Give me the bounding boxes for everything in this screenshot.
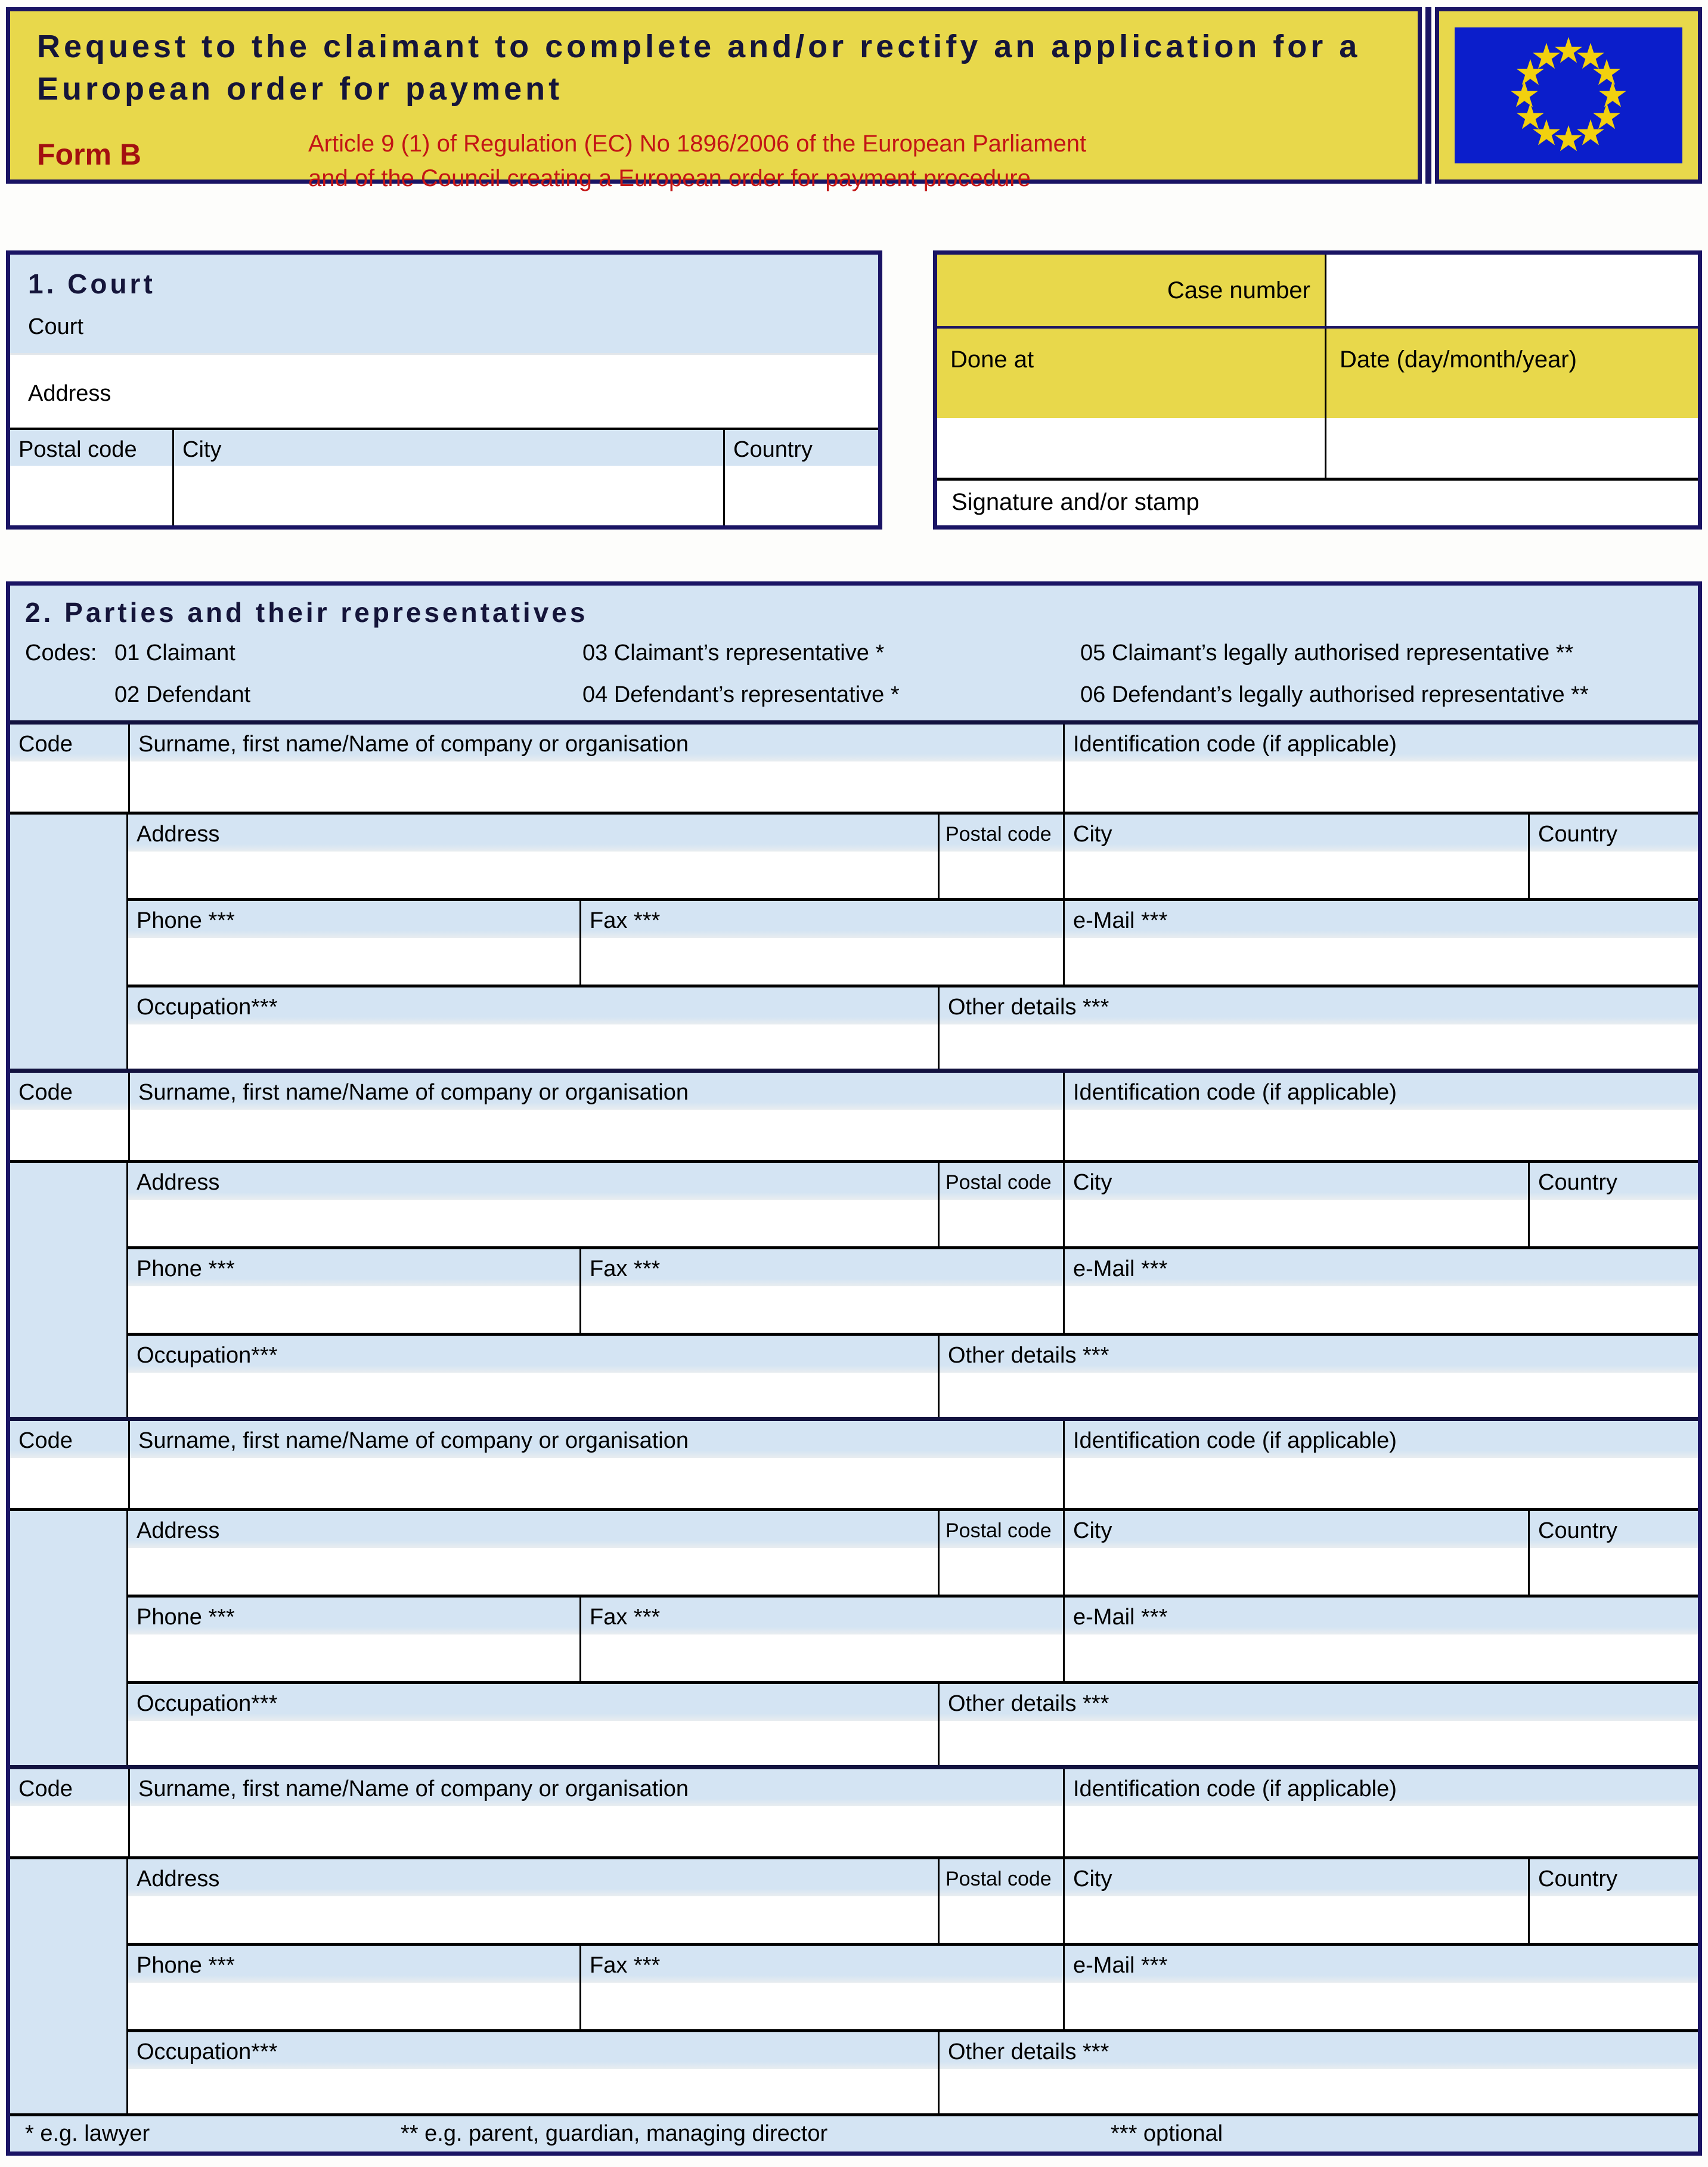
party-postal-code-input[interactable] [938,1548,1063,1595]
party-fax-label: Fax *** [579,1598,1063,1634]
party-code-input[interactable] [10,761,128,812]
party-phone-input-row [128,1286,1698,1333]
footnote-lawyer: * e.g. lawyer [25,2121,150,2146]
court-label: Court [28,314,83,339]
header [6,7,1702,191]
party-phone-label: Phone *** [137,1605,235,1630]
party-occupation-input[interactable] [128,2069,938,2113]
party-other-details-input[interactable] [938,1721,1698,1765]
party-other-details-label: Other details *** [938,1336,1698,1373]
party-identification-label: Identification code (if applicable) [1063,1769,1698,1806]
party-occupation-label: Occupation*** [137,995,278,1020]
party-postal-code-label: Postal code [938,815,1063,852]
party-email-input[interactable] [1063,1983,1698,2029]
party-address-input-row [128,1548,1698,1595]
party-code-input[interactable] [10,1110,128,1160]
party-fax-input[interactable] [579,1286,1063,1333]
party-surname-input[interactable] [128,1110,1063,1160]
party-phone-label-row [128,1598,1698,1634]
court-country-input[interactable] [723,466,878,525]
code-02-defendant: 02 Defendant [114,682,251,707]
party-block [10,1765,1698,2113]
court-postal-code-label: Postal code [18,437,137,462]
party-email-label: e-Mail *** [1063,1946,1698,1983]
code-05-claimant-legal-representative: 05 Claimant’s legally authorised representative ** [1080,640,1574,665]
party-surname-label: Surname, first name/Name of company or organisation [128,1769,1063,1806]
party-name-input-row [10,1110,1698,1160]
party-address-label: Address [137,1518,220,1543]
party-code-label: Code [18,1776,73,1801]
done-at-label: Done at [937,329,1325,418]
party-phone-label: Phone *** [137,1953,235,1978]
party-address-input[interactable] [128,1548,938,1595]
party-block [10,720,1698,1069]
codes-label: Codes: [25,640,97,665]
court-city-label: City [172,430,723,466]
done-at-input[interactable] [937,418,1325,478]
party-email-label: e-Mail *** [1063,1598,1698,1634]
signature-label: Signature and/or stamp [951,489,1199,515]
footnote-optional: *** optional [1111,2121,1223,2146]
party-country-label: Country [1528,1859,1698,1896]
court-postal-label-row [10,428,878,466]
code-06-defendant-legal-representative: 06 Defendant’s legally authorised representative ** [1080,682,1589,707]
section-1-gap [882,250,933,530]
party-city-label: City [1063,1511,1528,1548]
eu-flag-stars [1455,27,1682,163]
article-reference-line1: Article 9 (1) of Regulation (EC) No 1896/2006 of the European Parliament [308,130,1087,157]
party-fax-input[interactable] [579,1634,1063,1681]
party-name-label-row [10,1769,1698,1806]
party-surname-label: Surname, first name/Name of company or organisation [128,1073,1063,1110]
court-postal-code-input[interactable] [10,466,172,525]
party-name-label-row [10,725,1698,761]
party-code-column [10,1511,128,1765]
party-occupation-input-row [128,2069,1698,2113]
party-phone-input-row [128,938,1698,985]
party-code-input[interactable] [10,1806,128,1856]
party-name-label-row [10,1421,1698,1458]
party-block [10,1069,1698,1417]
party-city-label: City [1063,1859,1528,1896]
party-identification-input[interactable] [1063,1458,1698,1508]
party-occupation-label-row [128,1336,1698,1373]
party-country-input[interactable] [1528,1896,1698,1943]
party-fax-label: Fax *** [579,1249,1063,1286]
party-occupation-label: Occupation*** [137,1343,278,1368]
party-address-input[interactable] [128,1896,938,1943]
party-address-input-row [128,1200,1698,1246]
party-occupation-label-row [128,2032,1698,2069]
party-phone-input-row [128,1983,1698,2029]
party-block-body [10,1163,1698,1417]
party-country-label: Country [1528,1163,1698,1200]
done-at-label-row [937,329,1698,418]
codes-legend [10,632,1698,720]
party-identification-input[interactable] [1063,1806,1698,1856]
case-number-input[interactable] [1325,255,1698,326]
party-occupation-input-row [128,1373,1698,1417]
party-occupation-input-row [128,1721,1698,1765]
form-title-line2: European order for payment [37,71,563,107]
party-occupation-input-row [128,1024,1698,1069]
party-occupation-input[interactable] [128,1373,938,1417]
party-address-input[interactable] [128,1200,938,1246]
party-block-body [10,815,1698,1069]
court-box [6,250,882,530]
article-reference-line2: and of the Council creating a European order for payment procedure [308,165,1031,191]
case-number-label: Case number [937,255,1325,326]
form-b-label: Form B [37,137,141,171]
party-code-label: Code [18,1428,73,1453]
date-input[interactable] [1325,418,1698,478]
party-block [10,1417,1698,1765]
party-address-input-row [128,852,1698,898]
party-name-input-row [10,1458,1698,1508]
party-address-label-row [128,815,1698,852]
footnotes [10,2113,1698,2151]
party-country-label: Country [1528,815,1698,852]
party-phone-input[interactable] [128,1634,579,1681]
date-label: Date (day/month/year) [1325,329,1698,418]
party-identification-input[interactable] [1063,1110,1698,1160]
party-country-input[interactable] [1528,1548,1698,1595]
party-other-details-label: Other details *** [938,987,1698,1024]
form-title-line1: Request to the claimant to complete and/or rectify an application for a [37,29,1361,64]
party-fax-input[interactable] [579,1983,1063,2029]
party-identification-label: Identification code (if applicable) [1063,1073,1698,1110]
party-postal-code-input[interactable] [938,1200,1063,1246]
party-code-input[interactable] [10,1458,128,1508]
party-email-label: e-Mail *** [1063,901,1698,938]
court-header-band [10,255,878,353]
party-postal-code-label: Postal code [938,1859,1063,1896]
party-address-input-row [128,1896,1698,1943]
done-at-input-row [937,418,1698,478]
party-address-label: Address [137,822,220,847]
party-occupation-input[interactable] [128,1721,938,1765]
code-03-claimant-representative: 03 Claimant’s representative * [582,640,885,665]
party-surname-label: Surname, first name/Name of company or organisation [128,725,1063,761]
code-01-claimant: 01 Claimant [114,640,235,665]
party-surname-input[interactable] [128,1806,1063,1856]
court-address-label: Address [28,381,111,406]
party-fax-label: Fax *** [579,1946,1063,1983]
party-fax-input[interactable] [579,938,1063,985]
party-email-input[interactable] [1063,938,1698,985]
party-block-body [10,1859,1698,2113]
party-postal-code-label: Postal code [938,1163,1063,1200]
party-phone-input-row [128,1634,1698,1681]
party-other-details-label: Other details *** [938,1684,1698,1721]
code-04-defendant-representative: 04 Defendant’s representative * [582,682,900,707]
party-occupation-label-row [128,1684,1698,1721]
party-surname-input[interactable] [128,1458,1063,1508]
party-other-details-label: Other details *** [938,2032,1698,2069]
footnote-guardian: ** e.g. parent, guardian, managing director [401,2121,828,2146]
party-phone-label: Phone *** [137,908,235,933]
party-name-input-row [10,1806,1698,1856]
party-code-column [10,815,128,1069]
party-city-label: City [1063,815,1528,852]
party-city-label: City [1063,1163,1528,1200]
party-postal-code-input[interactable] [938,852,1063,898]
party-city-input[interactable] [1063,1200,1528,1246]
court-country-label: Country [723,430,878,466]
eu-flag-box [1435,7,1702,184]
parties-section-box [6,581,1702,2156]
party-postal-code-label: Postal code [938,1511,1063,1548]
party-identification-input[interactable] [1063,761,1698,812]
header-title-box [6,7,1422,191]
party-occupation-label-row [128,987,1698,1024]
case-box [933,250,1702,530]
party-surname-input[interactable] [128,761,1063,812]
party-other-details-input[interactable] [938,1373,1698,1417]
party-address-label-row [128,1511,1698,1548]
party-country-input[interactable] [1528,852,1698,898]
court-city-input[interactable] [172,466,723,525]
party-name-label-row [10,1073,1698,1110]
section-2-heading: 2. Parties and their representatives [25,597,588,628]
party-phone-label-row [128,1249,1698,1286]
party-email-label: e-Mail *** [1063,1249,1698,1286]
party-code-label: Code [18,1080,73,1105]
party-email-input[interactable] [1063,1286,1698,1333]
party-address-label: Address [137,1866,220,1892]
section-1-row [6,250,1702,530]
party-country-label: Country [1528,1511,1698,1548]
party-phone-input[interactable] [128,938,579,985]
party-phone-input[interactable] [128,1983,579,2029]
party-name-input-row [10,761,1698,812]
party-city-input[interactable] [1063,1548,1528,1595]
party-address-input[interactable] [128,852,938,898]
case-number-row [937,255,1698,329]
party-phone-label-row [128,901,1698,938]
party-phone-input[interactable] [128,1286,579,1333]
header-separator-bar [1425,7,1431,184]
party-email-input[interactable] [1063,1634,1698,1681]
party-code-column [10,1163,128,1417]
court-postal-input-row [10,466,878,525]
party-other-details-input[interactable] [938,2069,1698,2113]
party-surname-label: Surname, first name/Name of company or organisation [128,1421,1063,1458]
party-identification-label: Identification code (if applicable) [1063,725,1698,761]
party-occupation-label: Occupation*** [137,2039,278,2064]
party-identification-label: Identification code (if applicable) [1063,1421,1698,1458]
party-phone-label-row [128,1946,1698,1983]
section-1-heading: 1. Court [28,268,156,299]
party-city-input[interactable] [1063,852,1528,898]
party-fax-label: Fax *** [579,901,1063,938]
party-other-details-input[interactable] [938,1024,1698,1069]
party-country-input[interactable] [1528,1200,1698,1246]
party-occupation-input[interactable] [128,1024,938,1069]
party-block-body [10,1511,1698,1765]
party-city-input[interactable] [1063,1896,1528,1943]
party-address-label-row [128,1859,1698,1896]
party-code-column [10,1859,128,2113]
party-phone-label: Phone *** [137,1256,235,1281]
eu-flag-icon [1455,27,1682,163]
party-address-label-row [128,1163,1698,1200]
party-address-label: Address [137,1170,220,1195]
signature-area[interactable] [937,478,1698,525]
party-occupation-label: Occupation*** [137,1691,278,1716]
party-code-label: Code [18,732,73,757]
party-postal-code-input[interactable] [938,1896,1063,1943]
party-blocks-container [10,720,1698,2113]
court-name-and-address-input-area[interactable] [10,353,878,428]
